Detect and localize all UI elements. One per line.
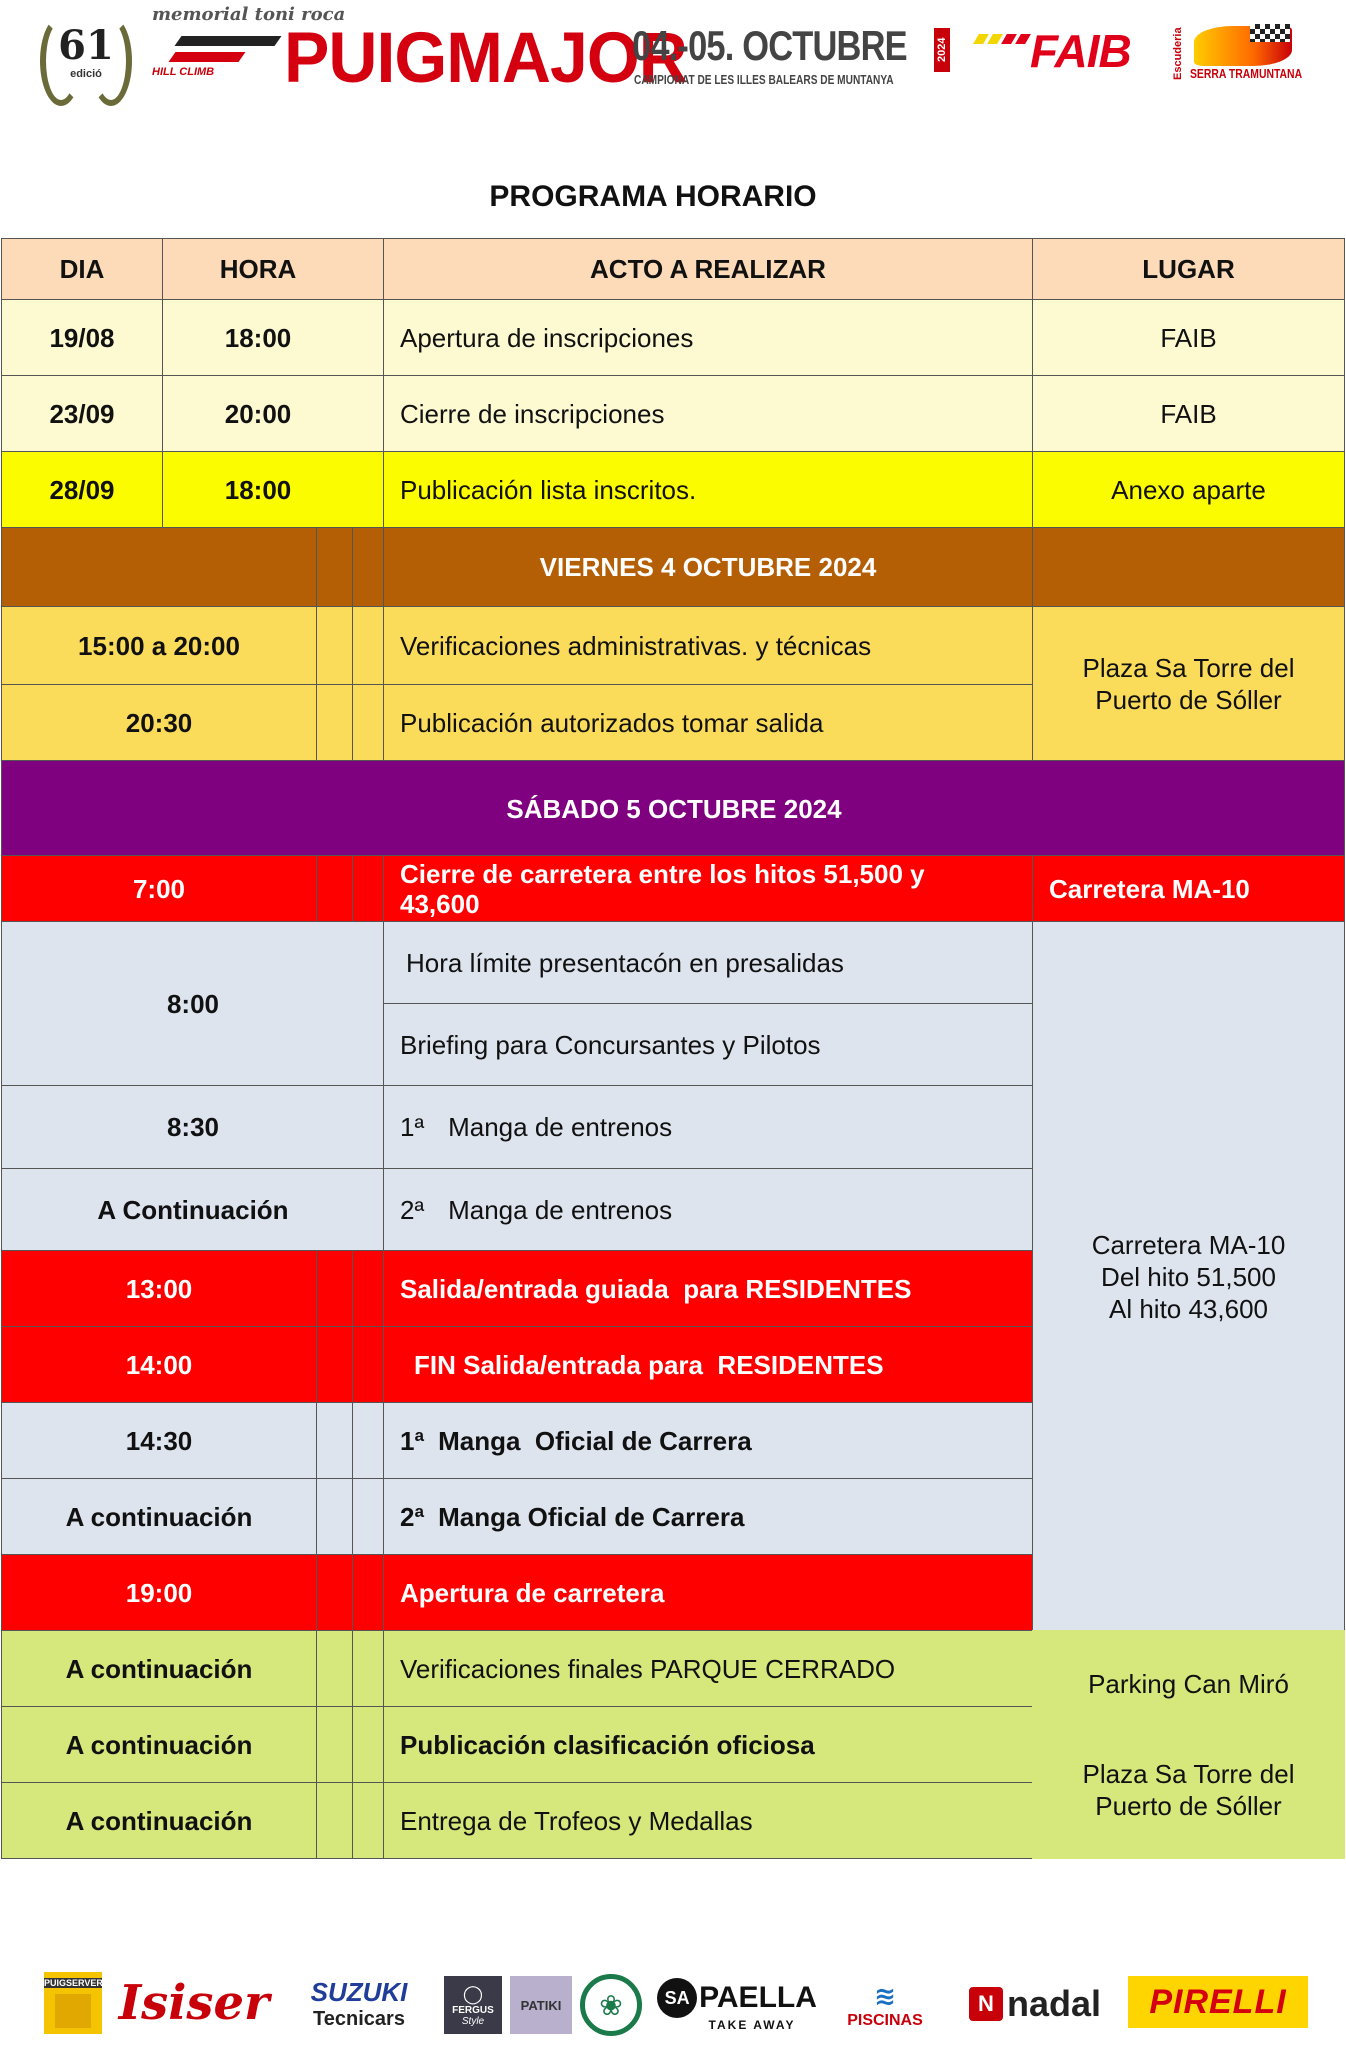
team-name: SERRA TRAMUNTANA <box>1190 66 1303 81</box>
final-row-1-hora: A continuación <box>1 1630 317 1707</box>
road-closure-hora: 7:00 <box>1 855 317 922</box>
final-row-3-hora: A continuación <box>1 1782 317 1859</box>
road-closure-spacer-1 <box>316 855 353 922</box>
sat-row-8-30-text: Manga de entrenos <box>448 1112 673 1142</box>
sat-row-14-30-acto <box>383 1402 1033 1479</box>
patiki-logo: PATIKI <box>510 1976 572 2034</box>
header-hora: HORA <box>162 238 354 300</box>
sat-row-continuacion-1-num: 2ª <box>400 1194 425 1225</box>
piscinas-logo: ≋ PISCINAS <box>847 1980 923 2029</box>
pirelli-logo: PIRELLI <box>1128 1976 1308 2028</box>
faib-logo: FAIB <box>1030 25 1131 77</box>
sat-row-8-30-hora: 8:30 <box>1 1085 384 1169</box>
route-lugar-line-2: Del hito 51,500 <box>1101 1261 1276 1292</box>
reg-row-1-spacer <box>353 299 384 376</box>
road-closure-acto <box>383 855 1033 922</box>
event-banner <box>28 0 1303 106</box>
reg-row-3-dia: 28/09 <box>1 451 163 528</box>
header-dia: DIA <box>1 238 163 300</box>
checkered-flag-icon <box>1250 24 1290 42</box>
sat-row-14-30-text: Manga Oficial de Carrera <box>438 1425 752 1456</box>
final-row-3-spacer-1 <box>316 1782 353 1859</box>
final-row-3-acto: Entrega de Trofeos y Medallas <box>383 1782 1033 1859</box>
sat-row-continuacion-1-hora: A Continuación <box>1 1168 384 1251</box>
reg-row-1-lugar: FAIB <box>1032 299 1345 376</box>
friday-row-2-hora: 20:30 <box>1 684 317 761</box>
sat-row-continuacion-1-acto <box>383 1168 1033 1251</box>
friday-heading: VIERNES 4 OCTUBRE 2024 <box>383 527 1033 607</box>
reg-row-3-acto: Publicación lista inscritos. <box>383 451 1033 528</box>
header-spacer <box>353 238 384 300</box>
final-row-3-spacer-2 <box>352 1782 384 1859</box>
friday-heading-spacer-1 <box>316 527 353 607</box>
sat-row-19-00-hora: 19:00 <box>1 1554 317 1631</box>
reg-row-2-lugar: FAIB <box>1032 375 1345 452</box>
sat-row-14-30-spacer-1 <box>316 1402 353 1479</box>
racing-stripes-icon <box>168 30 288 70</box>
friday-row-2-spacer-1 <box>316 684 353 761</box>
event-name: PUIGMAJOR <box>284 18 687 98</box>
championship-name: CAMPIONAT DE LES ILLES BALEARS DE MUNTANYA <box>634 72 894 87</box>
sat-row-continuacion-2-spacer-2 <box>352 1478 384 1555</box>
reg-row-1-acto: Apertura de inscripciones <box>383 299 1033 376</box>
reg-row-3-lugar: Anexo aparte <box>1032 451 1345 528</box>
sat-row-8-30-num: 1ª <box>400 1112 425 1142</box>
fergus-ring-icon: ◯ <box>462 1983 484 2004</box>
fergus-logo: ◯ FERGUS Style <box>444 1976 502 2034</box>
friday-row-1-spacer-2 <box>352 606 384 685</box>
reg-row-2-acto: Cierre de inscripciones <box>383 375 1033 452</box>
sat-row-19-00-acto: Apertura de carretera <box>383 1554 1033 1631</box>
hill-climb-label: HILL CLIMB <box>152 66 215 78</box>
sat-row-presalidas-acto: Hora límite presentacón en presalidas <box>383 921 1033 1004</box>
sat-row-continuacion-2-text: Manga Oficial de Carrera <box>438 1501 745 1532</box>
memorial-text: memorial toni roca <box>152 4 346 25</box>
nadal-logo: N nadal <box>960 1976 1110 2032</box>
reg-row-2-hora: 20:00 <box>162 375 354 452</box>
sat-row-13-00-acto: Salida/entrada guiada para RESIDENTES <box>383 1250 1033 1327</box>
sat-row-14-00-hora: 14:00 <box>1 1326 317 1403</box>
edition-number: 61 <box>58 22 114 69</box>
faib-stripes-icon <box>976 34 1036 48</box>
sat-row-19-00-spacer-2 <box>352 1554 384 1631</box>
header-acto: ACTO A REALIZAR <box>383 238 1033 300</box>
edition-badge <box>36 12 136 98</box>
sat-row-continuacion-2-spacer-1 <box>316 1478 353 1555</box>
friday-lugar-line-1: Plaza Sa Torre del <box>1082 652 1295 683</box>
sa-paella-logo: SA PAELLA TAKE AWAY <box>666 1976 808 2034</box>
friday-row-2-acto: Publicación autorizados tomar salida <box>383 684 1033 761</box>
schedule-table <box>0 238 1346 1860</box>
sat-row-14-30-num: 1ª <box>400 1425 425 1456</box>
puigserver-logo: PUIGSERVER <box>44 1972 102 2034</box>
final-lugar-2-line-2: Puerto de Sóller <box>1095 1790 1282 1821</box>
box-icon <box>55 1994 91 2028</box>
wave-icon: ≋ <box>874 1980 896 2011</box>
route-lugar-line-3: Al hito 43,600 <box>1108 1293 1268 1324</box>
event-year: 2024 <box>934 28 950 72</box>
friday-lugar <box>1032 606 1345 761</box>
tennis-ball-icon: ❀ <box>599 1989 623 2021</box>
final-row-1-acto: Verificaciones finales PARQUE CERRADO <box>383 1630 1033 1707</box>
road-closure-spacer-2 <box>352 855 384 922</box>
sat-row-14-30-spacer-2 <box>352 1402 384 1479</box>
sat-row-14-30-hora: 14:30 <box>1 1402 317 1479</box>
isiser-logo: Isiser <box>118 1975 270 2031</box>
sat-row-19-00-spacer-1 <box>316 1554 353 1631</box>
reg-row-2-dia: 23/09 <box>1 375 163 452</box>
friday-lugar-line-2: Puerto de Sóller <box>1095 684 1282 715</box>
sat-row-13-00-spacer-2 <box>352 1250 384 1327</box>
sat-row-14-00-spacer-2 <box>352 1326 384 1403</box>
sat-row-14-00-spacer-1 <box>316 1326 353 1403</box>
final-row-2-spacer-2 <box>352 1706 384 1783</box>
final-row-2-acto: Publicación clasificación oficiosa <box>383 1706 1033 1783</box>
sat-row-continuacion-2-num: 2ª <box>400 1501 425 1532</box>
final-lugar-1: Parking Can Miró <box>1088 1668 1289 1699</box>
friday-row-1-spacer-1 <box>316 606 353 685</box>
header-lugar: LUGAR <box>1032 238 1345 300</box>
sat-row-14-00-acto: FIN Salida/entrada para RESIDENTES <box>383 1326 1033 1403</box>
final-lugar-2-line-1: Plaza Sa Torre del <box>1082 1758 1295 1789</box>
sat-row-continuacion-1-text: Manga de entrenos <box>448 1194 673 1225</box>
final-row-2-spacer-1 <box>316 1706 353 1783</box>
route-lugar <box>1032 921 1345 1631</box>
escuderia-label: Escuderia <box>1172 27 1184 81</box>
reg-row-1-hora: 18:00 <box>162 299 354 376</box>
reg-row-3-spacer <box>353 451 384 528</box>
event-dates: 04.-05. OCTUBRE <box>632 22 907 69</box>
final-row-1-spacer-2 <box>352 1630 384 1707</box>
sponsor-strip <box>0 1966 1346 2036</box>
reg-row-2-spacer <box>353 375 384 452</box>
friday-heading-spacer-2 <box>352 527 384 607</box>
final-row-2-hora: A continuación <box>1 1706 317 1783</box>
final-lugar <box>1032 1630 1345 1859</box>
route-lugar-line-1: Carretera MA-10 <box>1091 1229 1286 1260</box>
page-title: PROGRAMA HORARIO <box>489 180 817 213</box>
edition-label: edició <box>70 68 102 80</box>
sat-row-continuacion-2-hora: A continuación <box>1 1478 317 1555</box>
nadal-n-icon: N <box>969 1987 1003 2021</box>
road-closure-acto-line-1: Cierre de carretera entre los hitos 51,500 y <box>400 858 925 889</box>
road-closure-acto-line-2: 43,600 <box>400 888 480 919</box>
final-row-1-spacer-1 <box>316 1630 353 1707</box>
friday-heading-left <box>1 527 317 607</box>
sat-row-8-00-hora: 8:00 <box>1 921 384 1086</box>
friday-row-2-spacer-2 <box>352 684 384 761</box>
friday-row-1-acto: Verificaciones administrativas. y técnicas <box>383 606 1033 685</box>
sat-row-continuacion-2-acto <box>383 1478 1033 1555</box>
friday-row-1-hora: 15:00 a 20:00 <box>1 606 317 685</box>
saturday-heading: SÁBADO 5 OCTUBRE 2024 <box>506 794 842 824</box>
sat-row-8-30-acto <box>383 1085 1033 1169</box>
sat-row-13-00-hora: 13:00 <box>1 1250 317 1327</box>
sat-row-13-00-spacer-1 <box>316 1250 353 1327</box>
saturday-heading-band <box>1 760 1345 856</box>
road-closure-lugar: Carretera MA-10 <box>1032 855 1345 922</box>
friday-heading-right <box>1032 527 1345 607</box>
tennis-club-logo <box>580 1974 642 2036</box>
reg-row-3-hora: 18:00 <box>162 451 354 528</box>
suzuki-logo: SUZUKI Tecnicars <box>310 1977 408 2030</box>
reg-row-1-dia: 19/08 <box>1 299 163 376</box>
sat-row-briefing-acto: Briefing para Concursantes y Pilotos <box>383 1003 1033 1086</box>
